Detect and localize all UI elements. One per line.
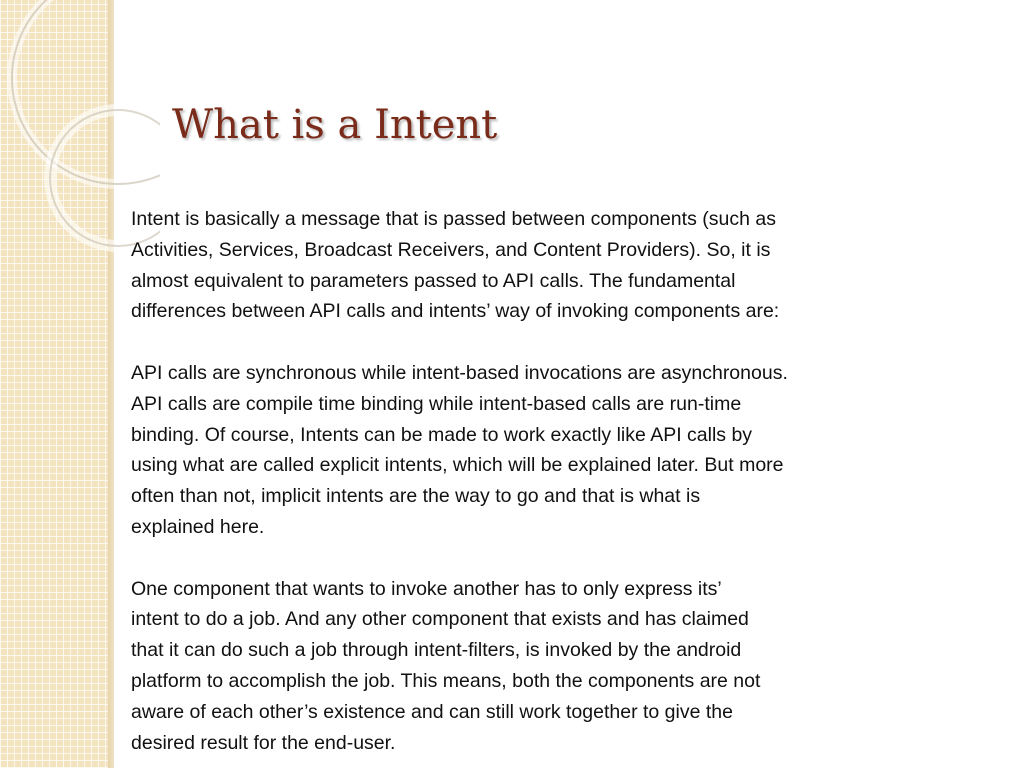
paragraph-api-vs-intent: API calls are synchronous while intent-based invocations are asynchronous. API calls are compile time binding while intent-based calls are run-time binding. Of course, Intents can be made to work exactly like API calls by using what are called explicit intents, which will be explained later. But more often than not, implicit intents are the way to go and that is what is explained here. [131,361,788,538]
slide-body [131,204,921,758]
paragraph-component-invocation: One component that wants to invoke another has to only express its’ intent to do a job. And any other component that exists and has claimed that it can do such a job through intent-filters, is invoked by the android platform to accomplish the job. This means, both the components are not aware of each other’s existence and can still work together to give the desired result for the end-user. [131,577,761,754]
slide-title: What is a Intent [172,102,498,148]
decorative-ring-large [12,0,160,184]
paragraph-intent-definition: Intent is basically a message that is passed between components (such as Activities, Services, Broadcast Receivers, and Content Providers). So, it is almost equivalent to parameters passed to API calls. The fundamental differences between API calls and intents’ way of invoking components are: [131,208,780,323]
